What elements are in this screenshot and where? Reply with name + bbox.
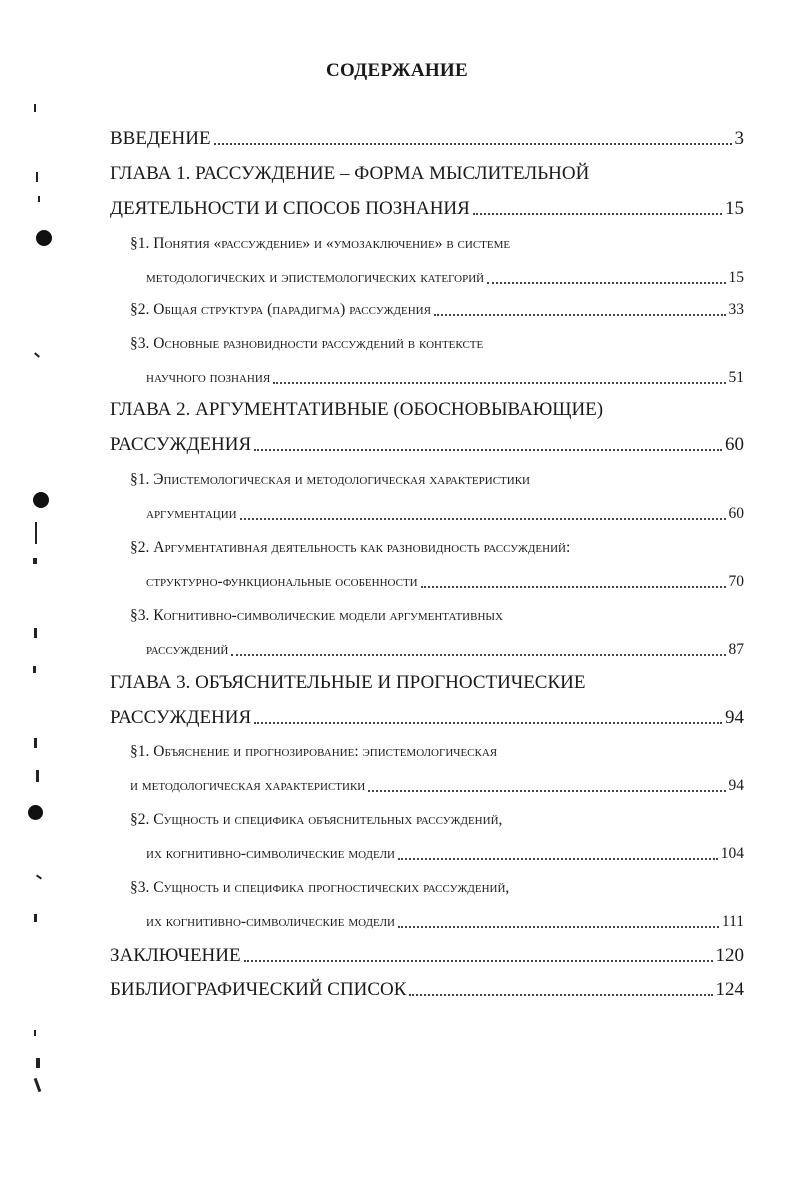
toc-entry-ch3-section-3: [130, 876, 744, 934]
toc-page-number: 51: [728, 369, 744, 386]
scan-speck: [33, 666, 36, 673]
toc-entry-ch3-section-1: [130, 740, 744, 798]
dot-leader: [244, 960, 713, 962]
scan-speck: [36, 172, 38, 182]
toc-entry-text-continued: и методологическая характеристики: [130, 777, 366, 794]
toc-entry-ch3-section-2: [130, 808, 744, 866]
toc-entry-ch1-section-3: [130, 332, 744, 390]
scan-speck: [33, 558, 37, 564]
toc-page-number: 70: [728, 573, 744, 590]
toc-entry-ch1-section-1: [130, 232, 744, 290]
toc-entry-text: §2. Аргументативная деятельность как разновидность рассуждений:: [130, 539, 571, 556]
toc-entry-text: БИБЛИОГРАФИЧЕСКИЙ СПИСОК: [110, 979, 407, 1000]
binder-hole-mark: [36, 230, 52, 246]
toc-entry-text-continued: методологических и эпистемологических категорий: [146, 269, 485, 286]
toc-entry-text: ГЛАВА 2. АРГУМЕНТАТИВНЫЕ (ОБОСНОВЫВАЮЩИЕ): [110, 399, 604, 420]
dot-leader: [409, 994, 712, 996]
toc-entry-text: ГЛАВА 1. РАССУЖДЕНИЕ – ФОРМА МЫСЛИТЕЛЬНОЙ: [110, 163, 590, 184]
toc-entry-text-continued: РАССУЖДЕНИЯ: [110, 434, 252, 455]
scan-speck: [34, 628, 37, 638]
dot-leader: [273, 382, 725, 384]
toc-entry-text: §2. Общая структура (парадигма) рассуждения: [130, 301, 431, 318]
toc-entry-text-continued: ДЕЯТЕЛЬНОСТИ И СПОСОБ ПОЗНАНИЯ: [110, 198, 470, 219]
page-title: СОДЕРЖАНИЕ: [326, 60, 468, 81]
toc-page-number: 120: [715, 945, 744, 966]
toc-entry-ch2-section-2: [130, 536, 744, 594]
toc-entry-chapter-3: [110, 671, 744, 730]
toc-entry-text: §3. Сущность и специфика прогностических рассуждений,: [130, 879, 510, 896]
dot-leader: [254, 722, 722, 724]
toc-page-number: 104: [720, 845, 744, 862]
toc-entry-text: §1. Понятия «рассуждение» и «умозаключение» в системе: [130, 235, 511, 252]
toc-entry-text-continued: аргументации: [146, 505, 237, 522]
toc-entry-text-continued: РАССУЖДЕНИЯ: [110, 707, 252, 728]
binder-hole-mark: [33, 492, 49, 508]
toc-entry-ch2-section-3: [130, 604, 744, 662]
toc-page-number: 33: [728, 301, 744, 318]
toc-entry-text-continued: их когнитивно-символические модели: [146, 913, 396, 930]
toc-entry-chapter-1: [110, 162, 744, 221]
toc-entry-chapter-2: [110, 398, 744, 457]
toc-page-number: 94: [725, 707, 744, 728]
toc-entry-introduction: [110, 127, 744, 151]
dot-leader: [473, 213, 722, 215]
scan-speck: [36, 770, 39, 782]
scan-speck: [36, 1058, 40, 1068]
dot-leader: [398, 858, 718, 860]
scan-speck: [34, 104, 36, 112]
toc-entry-text: §3. Основные разновидности рассуждений в контексте: [130, 335, 484, 352]
scan-speck: [35, 522, 37, 544]
dot-leader: [434, 314, 726, 316]
toc-page-number: 3: [734, 128, 744, 149]
toc-page-number: 60: [728, 505, 744, 522]
toc-entry-text-continued: структурно-функциональные особенности: [146, 573, 418, 590]
dot-leader: [214, 143, 732, 145]
toc-page-number: 94: [728, 777, 744, 794]
toc-entry-text: ГЛАВА 3. ОБЪЯСНИТЕЛЬНЫЕ И ПРОГНОСТИЧЕСКИЕ: [110, 672, 586, 693]
toc-entry-text: ВВЕДЕНИЕ: [110, 128, 211, 149]
toc-entry-text-continued: их когнитивно-символические модели: [146, 845, 396, 862]
toc-page-number: 87: [728, 641, 744, 658]
toc-entry-text: §2. Сущность и специфика объяснительных рассуждений,: [130, 811, 503, 828]
toc-entry-ch1-section-2: [130, 298, 744, 322]
toc-page-number: 111: [721, 913, 744, 930]
toc-entry-bibliography: [110, 978, 744, 1002]
binder-hole-mark: [28, 805, 43, 820]
toc-entry-ch2-section-1: [130, 468, 744, 526]
scan-speck: [34, 1030, 36, 1036]
toc-entry-text-continued: научного познания: [146, 369, 271, 386]
dot-leader: [240, 518, 726, 520]
toc-entry-text-continued: рассуждений: [146, 641, 229, 658]
toc-page-number: 15: [725, 198, 744, 219]
toc-entry-text: §1. Эпистемологическая и методологическая характеристики: [130, 471, 530, 488]
toc-page-number: 15: [728, 269, 744, 286]
toc-page-number: 124: [715, 979, 744, 1000]
dot-leader: [398, 926, 719, 928]
toc-entry-conclusion: [110, 944, 744, 968]
dot-leader: [368, 790, 725, 792]
toc-entry-text: ЗАКЛЮЧЕНИЕ: [110, 945, 241, 966]
toc-entry-text: §3. Когнитивно-символические модели аргументативных: [130, 607, 503, 624]
dot-leader: [487, 282, 725, 284]
dot-leader: [421, 586, 726, 588]
scan-speck: [34, 738, 37, 748]
scan-speck: [34, 914, 37, 922]
toc-entry-text: §1. Объяснение и прогнозирование: эпистемологическая: [130, 743, 498, 760]
dot-leader: [254, 449, 722, 451]
toc-page-number: 60: [725, 434, 744, 455]
scan-speck: [38, 196, 40, 202]
dot-leader: [231, 654, 725, 656]
